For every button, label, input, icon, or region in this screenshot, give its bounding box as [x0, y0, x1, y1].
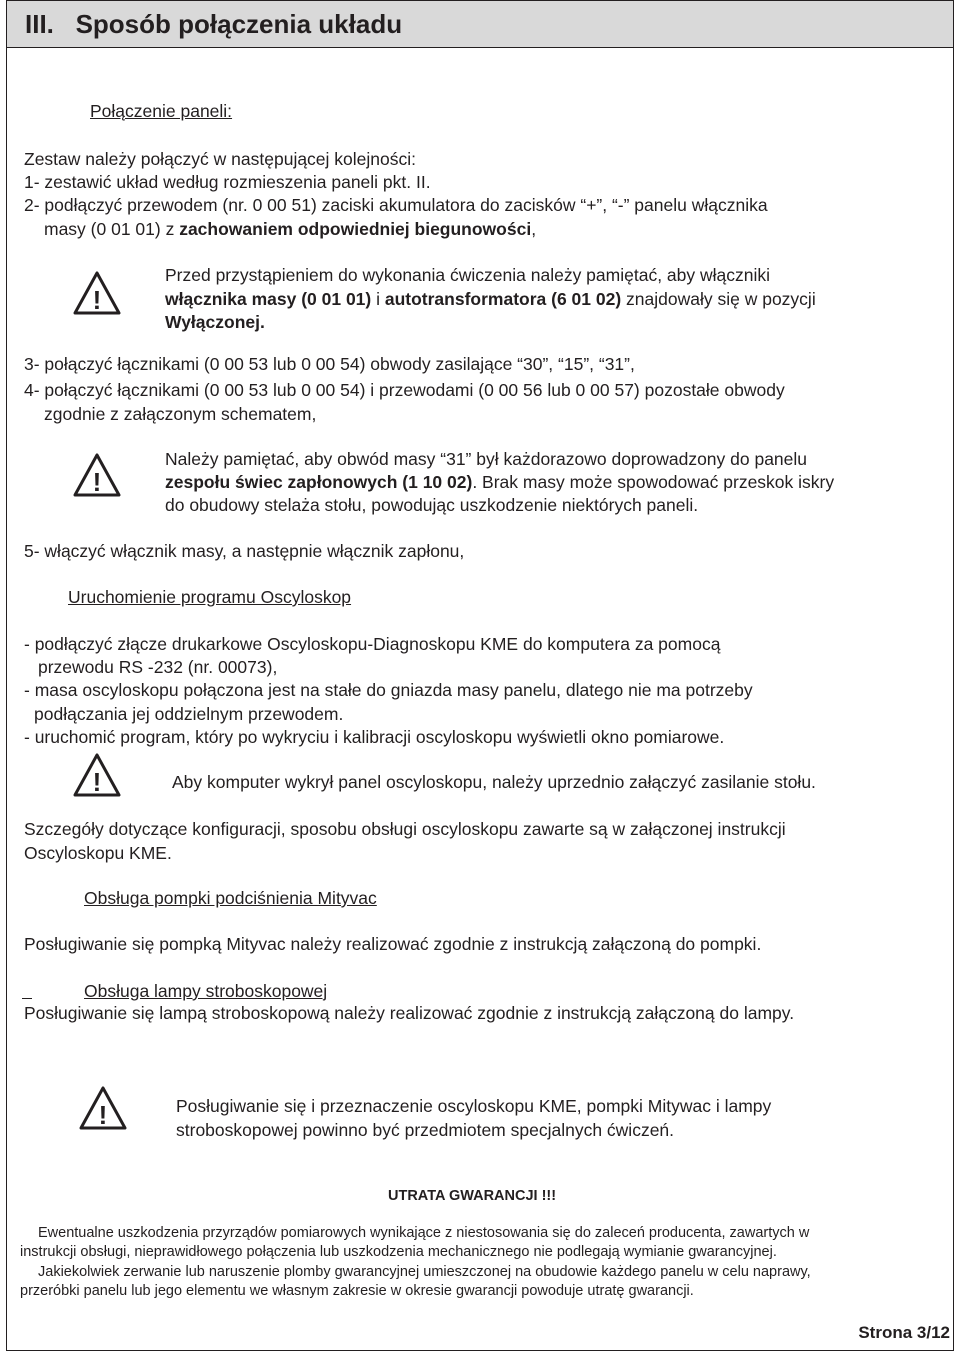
- svg-text:!: !: [98, 1100, 108, 1130]
- step-3: 3- połączyć łącznikami (0 00 53 lub 0 00 54) obwody zasilające “30”, “15”, “31”,: [24, 354, 635, 374]
- section-number: III.: [25, 9, 54, 39]
- mityvac-heading: Obsługa pompki podciśnienia Mityvac: [84, 888, 377, 908]
- osc-details-line-1: Szczegóły dotyczące konfiguracji, sposobu obsługi oscyloskopu zawarte są w załączonej instrukcji: [24, 819, 786, 839]
- warranty-line-1: Ewentualne uszkodzenia przyrządów pomiarowych wynikające z niestosowania się do zaleceń producenta, zawartych w: [38, 1225, 810, 1241]
- final-warning-line-2: stroboskopowej powinno być przedmiotem specjalnych ćwiczeń.: [176, 1120, 675, 1140]
- osc-item-2-line-1: - masa oscyloskopu połączona jest na stałe do gniazda masy panelu, dlatego nie ma potrzeby: [24, 680, 753, 700]
- warning-icon: [72, 452, 122, 498]
- page-number: Strona 3/12: [858, 1323, 950, 1342]
- svg-text:!: !: [92, 767, 102, 797]
- warning-1-line-3: Wyłączonej.: [165, 312, 265, 332]
- heading-underline-lead: [22, 998, 32, 999]
- step-5: 5- włączyć włącznik masy, a następnie włącznik zapłonu,: [24, 541, 465, 561]
- osc-details-line-2: Oscyloskopu KME.: [24, 843, 172, 863]
- osc-item-3: - uruchomić program, który po wykryciu i kalibracji oscyloskopu wyświetli okno pomiarowe.: [24, 727, 725, 747]
- step-2-line-1: 2- podłączyć przewodem (nr. 0 00 51) zaciski akumulatora do zacisków “+”, “-” panelu włącznika: [24, 195, 768, 215]
- svg-text:!: !: [92, 467, 102, 497]
- svg-text:!: !: [92, 285, 102, 315]
- step-4-line-2: zgodnie z załączonym schematem,: [44, 404, 317, 424]
- oscilloscope-heading: Uruchomienie programu Oscyloskop: [68, 587, 352, 607]
- osc-item-1-line-1: - podłączyć złącze drukarkowe Oscyloskopu-Diagnoskopu KME do komputera za pomocą: [24, 634, 721, 654]
- page-header: [6, 0, 954, 48]
- step-2-line-2: masy (0 01 01) z zachowaniem odpowiedniej biegunowości,: [44, 219, 537, 239]
- warning-2-line-3: do obudowy stelaża stołu, powodując uszkodzenie niektórych paneli.: [165, 495, 699, 515]
- warranty-line-2: instrukcji obsługi, nieprawidłowego połączenia lub uszkodzenia mechanicznego nie podlegają wymianie gwarancyjnej.: [20, 1244, 777, 1260]
- warning-1-line-2: włącznika masy (0 01 01) i autotransformatora (6 01 02) znajdowały się w pozycji: [165, 289, 816, 309]
- panels-intro: Zestaw należy połączyć w następującej kolejności:: [24, 149, 416, 169]
- warranty-line-4: przeróbki panelu lub jego elementu we własnym zakresie w okresie gwarancji powoduje utratę gwarancji.: [20, 1283, 694, 1299]
- final-warning-line-1: Posługiwanie się i przeznaczenie oscyloskopu KME, pompki Mitywac i lampy: [176, 1096, 772, 1116]
- warning-1-line-1: Przed przystąpieniem do wykonania ćwiczenia należy pamiętać, aby włączniki: [165, 265, 771, 285]
- warning-2-line-2: zespołu świec zapłonowych (1 10 02). Brak masy może spowodować przeskok iskry: [165, 472, 835, 492]
- warning-icon: [72, 270, 122, 316]
- strobe-heading: Obsługa lampy stroboskopowej: [84, 981, 328, 1001]
- panels-heading: Połączenie paneli:: [90, 101, 233, 121]
- page-title: [25, 9, 402, 40]
- strobe-text: Posługiwanie się lampą stroboskopową należy realizować zgodnie z instrukcją załączoną do lampy.: [24, 1003, 795, 1023]
- warranty-heading: UTRATA GWARANCJI !!!: [388, 1188, 557, 1204]
- warning-icon: [78, 1085, 128, 1131]
- warning-icon: [72, 752, 122, 798]
- warning-3: Aby komputer wykrył panel oscyloskopu, należy uprzednio załączyć zasilanie stołu.: [172, 772, 816, 792]
- warranty-line-3: Jakiekolwiek zerwanie lub naruszenie plomby gwarancyjnej umieszczonej na obudowie każdego panelu w celu naprawy,: [38, 1264, 811, 1280]
- osc-item-2-line-2: podłączania jej oddzielnym przewodem.: [34, 704, 344, 724]
- section-title: Sposób połączenia układu: [75, 9, 403, 39]
- step-1: 1- zestawić układ według rozmieszenia paneli pkt. II.: [24, 172, 431, 192]
- warning-2-line-1: Należy pamiętać, aby obwód masy “31” był każdorazowo doprowadzony do panelu: [165, 449, 808, 469]
- step-4-line-1: 4- połączyć łącznikami (0 00 53 lub 0 00 54) i przewodami (0 00 56 lub 0 00 57) pozostałe obwody: [24, 380, 785, 400]
- mityvac-text: Posługiwanie się pompką Mityvac należy realizować zgodnie z instrukcją załączoną do pompki.: [24, 934, 762, 954]
- polarity-emphasis: zachowaniem odpowiedniej biegunowości: [179, 219, 532, 239]
- osc-item-1-line-2: przewodu RS -232 (nr. 00073),: [38, 657, 278, 677]
